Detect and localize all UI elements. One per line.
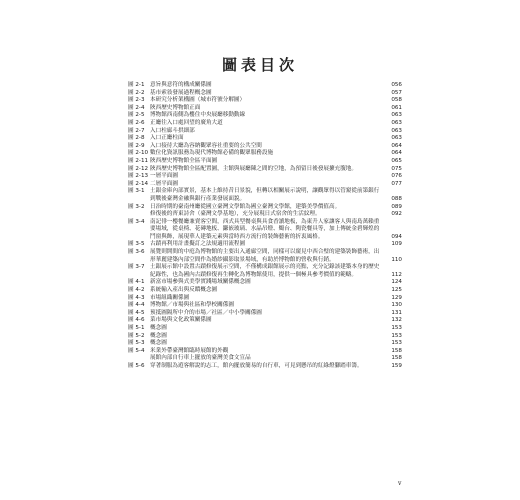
toc-entry	[128, 219, 402, 242]
figure-page: 092	[391, 211, 402, 218]
toc-entry	[128, 150, 402, 158]
figure-title: 南記俳一樓餐廳兼賣客空間，西式具型餐桌與具食香讀地板，為東升人家讓客人與南島萬賴重要場域，從桌椅、花磚地板、鎌嵌玻璃、水晶吊燈、燭台、陶瓷餐具等，加上傳統金碧輝煌的鬥窗與飾，展現華人建築元素與當時西方流行的裝飾藝術的折衷風格。	[150, 218, 380, 240]
figure-number: 圖 2-2	[128, 89, 145, 96]
toc-entry	[128, 120, 402, 128]
figure-title: 新富市場參與式美學實踐場域關係概念圖	[150, 279, 251, 286]
figure-number: 圖 5-4	[128, 347, 145, 354]
figure-title: 本研究分析架構圖（城市符號分解圖）	[150, 97, 246, 104]
figure-title: 一層平面圖	[150, 173, 178, 180]
figure-number: 圖 5-2	[128, 332, 145, 339]
figure-number: 圖 2-7	[128, 127, 145, 134]
figure-number: 圖 5-1	[128, 325, 145, 331]
figure-page: 153	[391, 340, 402, 347]
figure-title: 系統輸入產出與反饋概念圖	[150, 287, 218, 294]
figure-page: 065	[391, 157, 402, 164]
figure-number: 圖 5-3	[128, 340, 145, 347]
figure-page: 063	[391, 119, 402, 126]
figure-number: 圖 4-3	[128, 294, 145, 301]
figure-page: 094	[391, 233, 402, 240]
toc-entry	[128, 112, 402, 120]
figure-number	[128, 355, 150, 363]
figure-title: 展館內部自行車上擺放的臺灣美食文宣品	[150, 355, 251, 362]
toc-entry	[128, 249, 402, 264]
figure-number: 圖 2-1	[128, 82, 145, 88]
toc-entry	[128, 241, 402, 249]
figure-title: 市場組織關係圖	[150, 294, 190, 301]
figure-title: 博物館／市場與社區和學校關係圖	[150, 302, 234, 309]
page-title: 圖表目次	[221, 56, 298, 74]
figure-number: 圖 4-1	[128, 279, 145, 286]
figure-title: 陝西歷史博物館正面	[150, 104, 201, 111]
figure-number: 圖 2-14	[128, 180, 149, 187]
figure-page: 088	[391, 195, 402, 202]
figure-page: 077	[391, 180, 402, 187]
figure-title: 陝西歷史博物館全區配置圖，主館與展廳陳之間的空地，為預留日後發展擴充腹地。	[150, 165, 357, 172]
toc-entry	[128, 135, 402, 143]
figure-page: 129	[391, 294, 402, 301]
figure-number: 圖 2-6	[128, 119, 145, 126]
figure-number: 圖 4-6	[128, 317, 145, 324]
figure-title: 预抵圖隔所中介的市場／社區／中小學關係圖	[150, 309, 262, 316]
figure-number: 圖 2-5	[128, 112, 145, 119]
toc-entry	[128, 166, 402, 174]
figure-title: 概念圖	[150, 332, 167, 339]
figure-page: 076	[391, 173, 402, 180]
figure-number: 圖 4-4	[128, 302, 145, 309]
figure-number: 圖 2-11	[128, 157, 149, 164]
figure-page: 064	[391, 142, 402, 149]
figure-page: 063	[391, 112, 402, 119]
figure-number: 圖 3-6	[128, 249, 145, 256]
toc-entry	[128, 204, 402, 212]
figure-number: 圖 3-2	[128, 203, 145, 210]
figure-title: 入口柱廊斗拱細部	[150, 127, 195, 134]
figure-page: 153	[391, 332, 402, 339]
figure-page: 153	[391, 325, 402, 331]
figure-page: 075	[391, 165, 402, 172]
figure-page: 110	[391, 256, 402, 263]
figure-title: 基市索敍發展過程概念圖	[150, 89, 212, 96]
figure-number: 圖 2-4	[128, 104, 145, 111]
figure-page: 061	[391, 104, 402, 111]
figure-title: 米業外帶臺灣館臨時展館的外觀	[150, 347, 229, 354]
figure-page: 124	[391, 279, 402, 286]
figure-title: 穿著制服為遊客解說的志工，館內擺放簡易的自行車，可見到懸吊的紅綠燈腳踏車籌。	[150, 362, 363, 369]
toc-entry	[128, 287, 402, 295]
figure-title: 概念圖	[150, 340, 167, 347]
figure-page: 125	[391, 287, 402, 294]
toc-entry	[128, 363, 402, 371]
figure-page: 109	[391, 241, 402, 248]
figure-number	[128, 211, 150, 219]
table-of-figures	[128, 82, 402, 371]
figure-number: 圖 4-5	[128, 309, 145, 316]
figure-title: 入口接待大廳為容納觀眾容社重要的公共空間	[150, 142, 262, 149]
figure-page: 132	[391, 317, 402, 324]
figure-title: 入口正廳柱面	[150, 135, 184, 142]
figure-page: 158	[391, 355, 402, 362]
figure-number: 圖 3-7	[128, 264, 145, 271]
figure-title: 菜市場與文化政策關係圖	[150, 317, 212, 324]
figure-page: 063	[391, 127, 402, 134]
figure-page: 064	[391, 150, 402, 157]
figure-page: 131	[391, 309, 402, 316]
toc-entry	[128, 82, 402, 90]
figure-number: 圖 2-9	[128, 142, 145, 149]
figure-page: 063	[391, 135, 402, 142]
figure-page: 089	[391, 203, 402, 210]
toc-entry	[128, 279, 402, 287]
toc-entry	[128, 97, 402, 105]
figure-title: 二層平面圖	[150, 180, 178, 187]
figure-title: 修復後的齊東詩舍（臺灣文學基地），充分展現日式宿舍的生活紋理。	[150, 211, 321, 218]
figure-title: 陝西歷史博物館全區平面圖	[150, 157, 218, 164]
figure-title: 意旨與意符的構成關係圖	[150, 82, 212, 88]
toc-entry	[128, 333, 402, 341]
toc-entry	[128, 355, 402, 363]
figure-title: 數位化資訊服務為現代博物館必備的觀眾服務設施	[150, 150, 274, 157]
figure-number: 圖 2-10	[128, 150, 149, 157]
toc-entry	[128, 325, 402, 333]
figure-page: 158	[391, 347, 402, 354]
figure-title: 正廳往入口處回望的廣角大道	[150, 119, 223, 126]
figure-number: 圖 4-2	[128, 287, 145, 294]
toc-entry	[128, 264, 402, 279]
figure-number: 圖 3-1	[128, 188, 145, 195]
toc-entry	[128, 211, 402, 219]
figure-number: 圖 3-5	[128, 241, 145, 248]
figure-page: 057	[391, 89, 402, 96]
figure-number: 圖 2-3	[128, 97, 145, 104]
figure-title: 日治時期的臺南州廳從國立臺灣文學館為國立臺灣文學館，建築美學價值高。	[150, 203, 341, 210]
figure-title: 古蹟再利用計畫擬訂之法規適用流程圖	[150, 241, 246, 248]
toc-entry	[128, 188, 402, 203]
toc-entry	[128, 340, 402, 348]
figure-page: 130	[391, 302, 402, 309]
figure-title: 概念圖	[150, 325, 167, 331]
figure-number: 圖 2-8	[128, 135, 145, 142]
figure-number: 圖 3-4	[128, 218, 145, 225]
toc-entry	[128, 317, 402, 325]
figure-number: 圖 5-6	[128, 362, 145, 369]
figure-title: 土銀金庫內部實景，基本上維持昔日景貌，但轉以相關展示說明，讓觀眾得以管窺從前第銀行到戰後臺灣金融與銀行產業發展面貌。	[150, 188, 380, 202]
figure-page: 056	[391, 82, 402, 88]
toc-entry	[128, 302, 402, 310]
toc-entry	[128, 173, 402, 181]
figure-number: 圖 2-13	[128, 173, 149, 180]
figure-page: 112	[391, 271, 402, 278]
toc-entry	[128, 158, 402, 166]
figure-page: 058	[391, 97, 402, 104]
figure-page: 159	[391, 362, 402, 369]
page-number: v	[398, 480, 402, 487]
figure-title: 博物館西南側為樓住中央展廳移動動線	[150, 112, 246, 119]
figure-title: 土銀展示館中設置古蹟修復展示空間，不僅構成銀館展示的亮點，充分記錄該建築本身的歷史紀錄性，也為國內古蹟修復再生轉化為博物館使用，提供一個極具參考價值的範疇。	[150, 264, 380, 278]
figure-number: 圖 2-12	[128, 165, 149, 172]
figure-title: 展覽則開間的中庭為博物館的主要出入通廊空間，同樣可以窺見中西合璧的建築裝飾藝術，出形華麗建築內部空間作為婚紗攝影取景場域，有助於博物館的營收與行銷。	[150, 249, 380, 263]
